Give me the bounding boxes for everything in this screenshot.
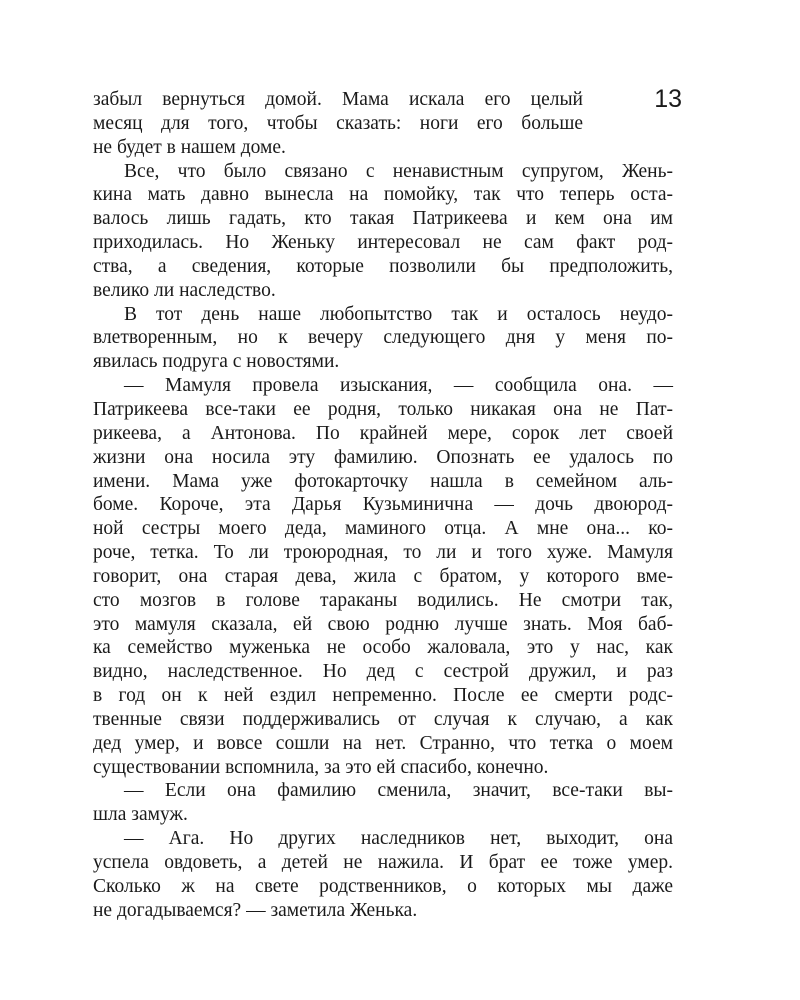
- text-line: роче, тетка. То ли троюродная, то ли и того хуже. Мамуля: [93, 542, 673, 564]
- text-line: месяц для того, чтобы сказать: ноги его больше: [93, 112, 583, 134]
- text-line: Патрикеева все-таки ее родня, только никакая она не Пат-: [93, 398, 673, 420]
- text-line: имени. Мама уже фотокарточку нашла в семейном аль-: [93, 470, 673, 492]
- paragraph: [93, 88, 673, 160]
- text-line: ной сестры моего деда, маминого отца. А мне она... ко-: [93, 518, 673, 540]
- text-line: В тот день наше любопытство так и осталось неудо-: [124, 303, 673, 325]
- text-line: явилась подруга с новостями.: [93, 351, 340, 373]
- text-line: успела овдоветь, а детей не нажила. И брат ее тоже умер.: [93, 852, 673, 873]
- text-line: дед умер, и вовсе сошли на нет. Странно, что тетка о моем: [93, 732, 673, 754]
- text-line: это мамуля сказала, ей свою родню лучше знать. Моя баб-: [93, 613, 673, 635]
- text-line: — Ага. Но других наследников нет, выходит, она: [124, 828, 673, 850]
- body-text: [93, 88, 673, 923]
- text-line: говорит, она старая дева, жила с братом, у которого вме-: [93, 565, 673, 587]
- text-line: влетворенным, но к вечеру следующего дня у меня по-: [93, 327, 673, 349]
- text-line: ства, а сведения, которые позволили бы предположить,: [93, 255, 673, 277]
- paragraph: [93, 779, 673, 827]
- text-line: боме. Короче, эта Дарья Кузьминична — дочь двоюрод-: [93, 494, 673, 516]
- page-number: 13: [654, 85, 682, 113]
- text-line: видно, наследственное. Но дед с сестрой дружил, и раз: [93, 661, 673, 683]
- text-line: — Мамуля провела изыскания, — сообщила она. —: [124, 375, 673, 397]
- text-line: сто мозгов в голове тараканы водились. Не смотри так,: [93, 589, 673, 611]
- text-line: валось лишь гадать, кто такая Патрикеева и кем она им: [93, 208, 673, 230]
- paragraph: [93, 827, 673, 922]
- text-line: не будет в нашем доме.: [93, 136, 286, 158]
- text-line: жизни она носила эту фамилию. Опознать ее удалось по: [93, 446, 673, 468]
- text-line: ка семейство муженька не особо жаловала, это у нас, как: [93, 637, 673, 659]
- text-line: шла замуж.: [93, 804, 188, 826]
- text-line: существовании вспомнила, за это ей спасибо, конечно.: [93, 756, 549, 778]
- text-line: Сколько ж на свете родственников, о которых мы даже: [93, 875, 673, 897]
- text-line: забыл вернуться домой. Мама искала его целый: [93, 89, 583, 110]
- text-line: велико ли наследство.: [93, 279, 276, 301]
- text-line: кина мать давно вынесла на помойку, так что теперь оста-: [93, 184, 673, 206]
- text-line: твенные связи поддерживались от случая к случаю, а как: [93, 708, 673, 730]
- paragraph: [93, 160, 673, 303]
- text-line: — Если она фамилию сменила, значит, все-таки вы-: [124, 780, 673, 802]
- text-line: рикеева, а Антонова. По крайней мере, сорок лет своей: [93, 422, 673, 444]
- paragraph: [93, 374, 673, 779]
- text-line: приходилась. Но Женьку интересовал не сам факт род-: [93, 232, 673, 254]
- paragraph: [93, 303, 673, 375]
- text-line: не догадываемся? — заметила Женька.: [93, 899, 418, 921]
- text-line: в год он к ней ездил непременно. После ее смерти родс-: [93, 685, 673, 707]
- text-line: Все, что было связано с ненавистным супругом, Жень-: [124, 160, 673, 182]
